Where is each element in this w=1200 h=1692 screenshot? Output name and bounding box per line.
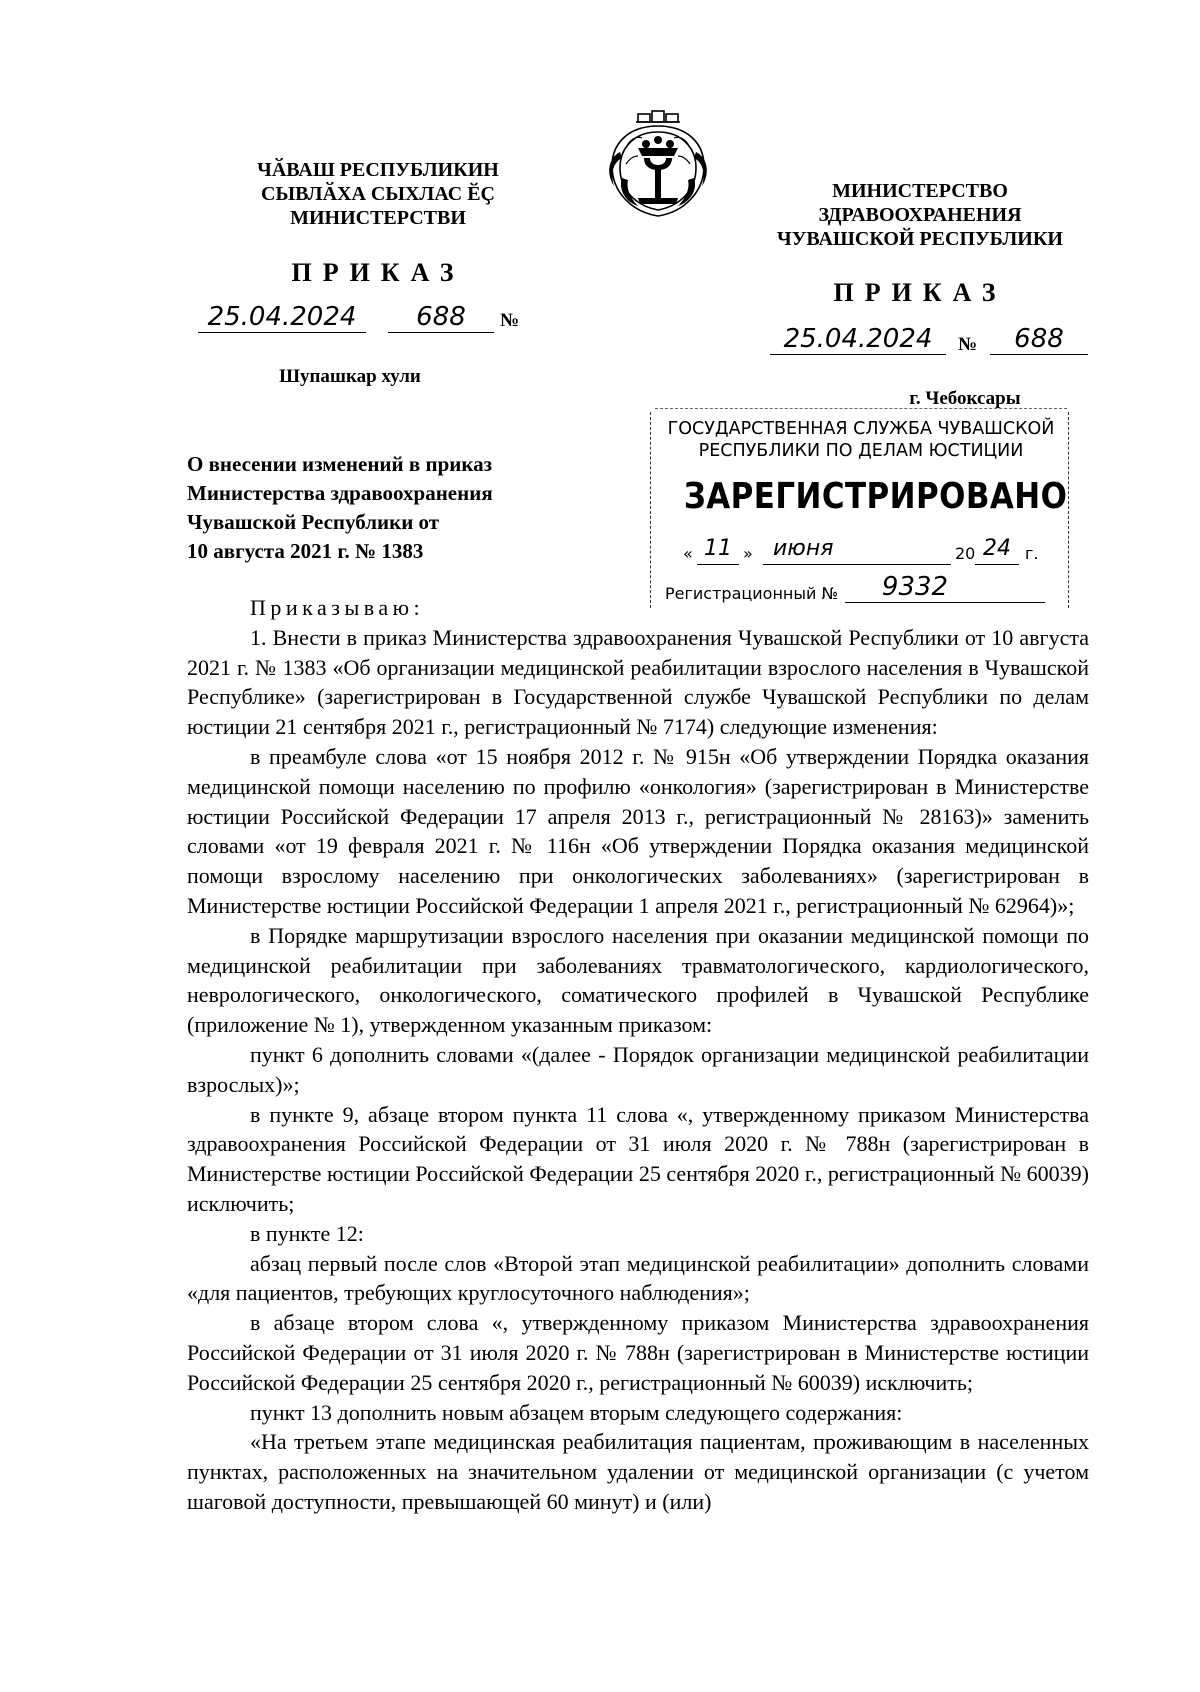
left-header-line2: СЫВЛӐХА СЫХЛАС ӖҪ xyxy=(261,183,495,205)
right-number: 688 xyxy=(990,324,1088,355)
stamp-org-line2: РЕСПУБЛИКИ ПО ДЕЛАМ ЮСТИЦИИ xyxy=(698,441,1024,461)
body-paragraph: в абзаце втором слова «, утвержденному приказом Министерства здравоохранения Российской Федерации от 31 июля 2020 г. № 788н (зарегистрирован в Министерстве юстиции Российской Федерации 25 сентября 2020 г., регистрационный № 60039) исключить; xyxy=(187,1310,1089,1395)
order-body xyxy=(187,593,1089,1517)
stamp-date-row xyxy=(655,534,1067,570)
subject-line4: 10 августа 2021 г. № 1383 xyxy=(187,539,424,563)
stamp-quote-open: « xyxy=(683,544,693,563)
left-header-line3: МИНИСТЕРСТВИ xyxy=(290,207,466,229)
stamp-year-suffix: 24 xyxy=(975,534,1019,565)
left-number-sign: № xyxy=(500,310,520,331)
stamp-year-unit: г. xyxy=(1025,544,1039,563)
body-paragraph: абзац первый после слов «Второй этап медицинской реабилитации» дополнить словами «для пациентов, требующих круглосуточного наблюдения»; xyxy=(187,1250,1089,1306)
subject-line2: Министерства здравоохранения xyxy=(187,481,493,505)
right-header-line2: ЗДРАВООХРАНЕНИЯ xyxy=(818,204,1022,226)
stamp-border-top xyxy=(655,408,1067,409)
body-paragraph: в Порядке маршрутизации взрослого населения при оказании медицинской помощи по медицинской реабилитации при заболеваниях травматологического, кардиологического, неврологического, онкологического, соматического профилей в Чувашской Республике (приложение № 1), утвержденном указанным приказом: xyxy=(187,922,1089,1038)
right-date: 25.04.2024 xyxy=(770,324,946,355)
stamp-org-line1: ГОСУДАРСТВЕННАЯ СЛУЖБА ЧУВАШСКОЙ xyxy=(667,419,1055,439)
right-header xyxy=(755,179,1085,251)
stamp-year-prefix: 20 xyxy=(955,544,976,563)
left-header xyxy=(218,158,538,230)
body-paragraph: пункт 6 дополнить словами «(далее - Порядок организации медицинской реабилитации взрослых)»; xyxy=(187,1041,1089,1097)
registration-stamp xyxy=(655,412,1067,608)
body-paragraph: в пункте 12: xyxy=(250,1220,364,1246)
stamp-reg-label: Регистрационный № xyxy=(665,584,839,603)
stamp-quote-close: » xyxy=(743,544,753,563)
body-paragraph: в преамбуле слова «от 15 ноября 2012 г. № 915н «Об утверждении Порядка оказания медицинской помощи населению по профилю «онкология» (зарегистрирован в Министерстве юстиции Российской Федерации 17 апреля 2013 г., регистрационный № 28163)» заменить словами «от 19 февраля 2021 г. № 116н «Об утверждении Порядка оказания медицинской помощи взрослому населению при онкологических заболеваниях» (зарегистрирован в Министерстве юстиции Российской Федерации 1 апреля 2021 г., регистрационный № 62964)»; xyxy=(187,743,1089,918)
right-place: г. Чебоксары xyxy=(909,388,1021,409)
left-date: 25.04.2024 xyxy=(198,302,366,333)
body-paragraph: «На третьем этапе медицинская реабилитация пациентам, проживающим в населенных пунктах, расположенных на значительном удалении от медицинской организации (с учетом шаговой доступности, превышающей 60 минут) и (или) xyxy=(187,1429,1089,1514)
body-paragraph: пункт 13 дополнить новым абзацем вторым следующего содержания: xyxy=(250,1399,903,1425)
stamp-border-left xyxy=(650,412,651,608)
body-paragraph: в пункте 9, абзаце втором пункта 11 слова «, утвержденному приказом Министерства здравоохранения Российской Федерации от 31 июля 2020 г. № 788н (зарегистрирован в Министерстве юстиции Российской Федерации 25 сентября 2020 г., регистрационный № 60039) исключить; xyxy=(187,1101,1089,1216)
stamp-reg-number: 9332 xyxy=(845,572,1045,603)
body-paragraph: 1. Внести в приказ Министерства здравоохранения Чувашской Республики от 10 августа 2021 г. № 1383 «Об организации медицинской реабилитации взрослого населения в Чувашской Республике» (зарегистрирован в Государственной службе Чувашской Республики по делам юстиции 21 сентября 2021 г., регистрационный № 7174) следующие изменения: xyxy=(187,624,1089,740)
coat-of-arms-emblem xyxy=(598,108,718,220)
stamp-border-right xyxy=(1068,412,1069,608)
left-prikaz-title: ПРИКАЗ xyxy=(291,258,465,287)
left-header-line1: ЧӐВАШ РЕСПУБЛИКИН xyxy=(257,159,499,181)
stamp-month: июня xyxy=(763,534,951,565)
right-prikaz-title: ПРИКАЗ xyxy=(833,278,1007,307)
order-subject xyxy=(187,450,602,566)
left-date-line xyxy=(190,300,550,340)
right-header-line1: МИНИСТЕРСТВО xyxy=(832,180,1008,202)
subject-line3: Чувашской Республики от xyxy=(187,510,440,534)
right-header-line3: ЧУВАШСКОЙ РЕСПУБЛИКИ xyxy=(777,228,1063,250)
body-paragraph: Приказываю: xyxy=(250,595,425,620)
stamp-day: 11 xyxy=(697,534,739,565)
right-date-line xyxy=(770,322,1100,364)
emblem-icon xyxy=(598,108,718,220)
subject-line1: О внесении изменений в приказ xyxy=(187,452,493,476)
left-place: Шупашкар хули xyxy=(279,366,421,387)
left-number: 688 xyxy=(388,302,494,333)
stamp-status: ЗАРЕГИСТРИРОВАНО xyxy=(683,476,1068,517)
right-number-sign: № xyxy=(958,334,978,355)
